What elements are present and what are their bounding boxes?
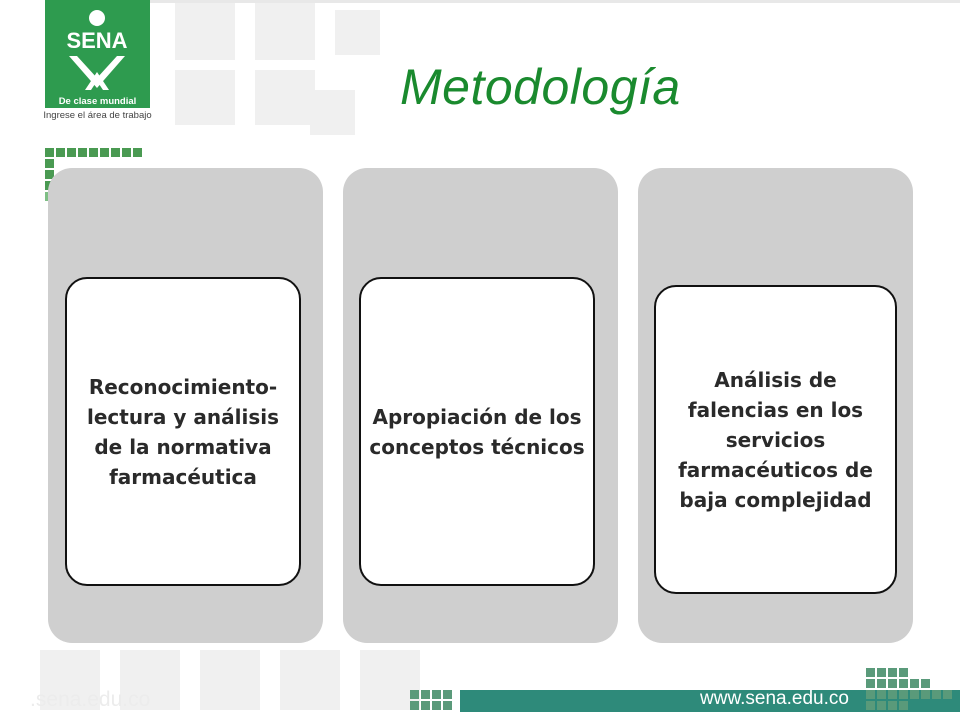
methodology-column-3: [638, 168, 913, 643]
footer-url: www.sena.edu.co: [700, 688, 849, 709]
step-card-3: [654, 285, 897, 594]
area-label: Ingrese el área de trabajo: [43, 110, 152, 121]
step-text-3: Análisis de falencias en los servicios farmacéuticos de baja complejidad: [678, 367, 873, 512]
top-divider: [150, 0, 960, 3]
logo-tagline: De clase mundial: [58, 96, 137, 107]
step-card-2: [359, 277, 595, 586]
sena-emblem-icon: [45, 0, 150, 108]
methodology-column-1: [48, 168, 323, 643]
sena-logo: [45, 0, 150, 108]
logo-brand: SENA: [66, 28, 128, 53]
methodology-column-2: [343, 168, 618, 643]
step-text-2: Apropiación de los conceptos técnicos: [369, 404, 585, 459]
page-title: Metodología: [400, 59, 681, 115]
step-text-1: Reconocimiento- lectura y análisis de la normativa farmacéutica: [86, 374, 279, 489]
footer-ghost-url: .sena.edu.co: [30, 688, 151, 711]
step-card-1: [65, 277, 301, 586]
